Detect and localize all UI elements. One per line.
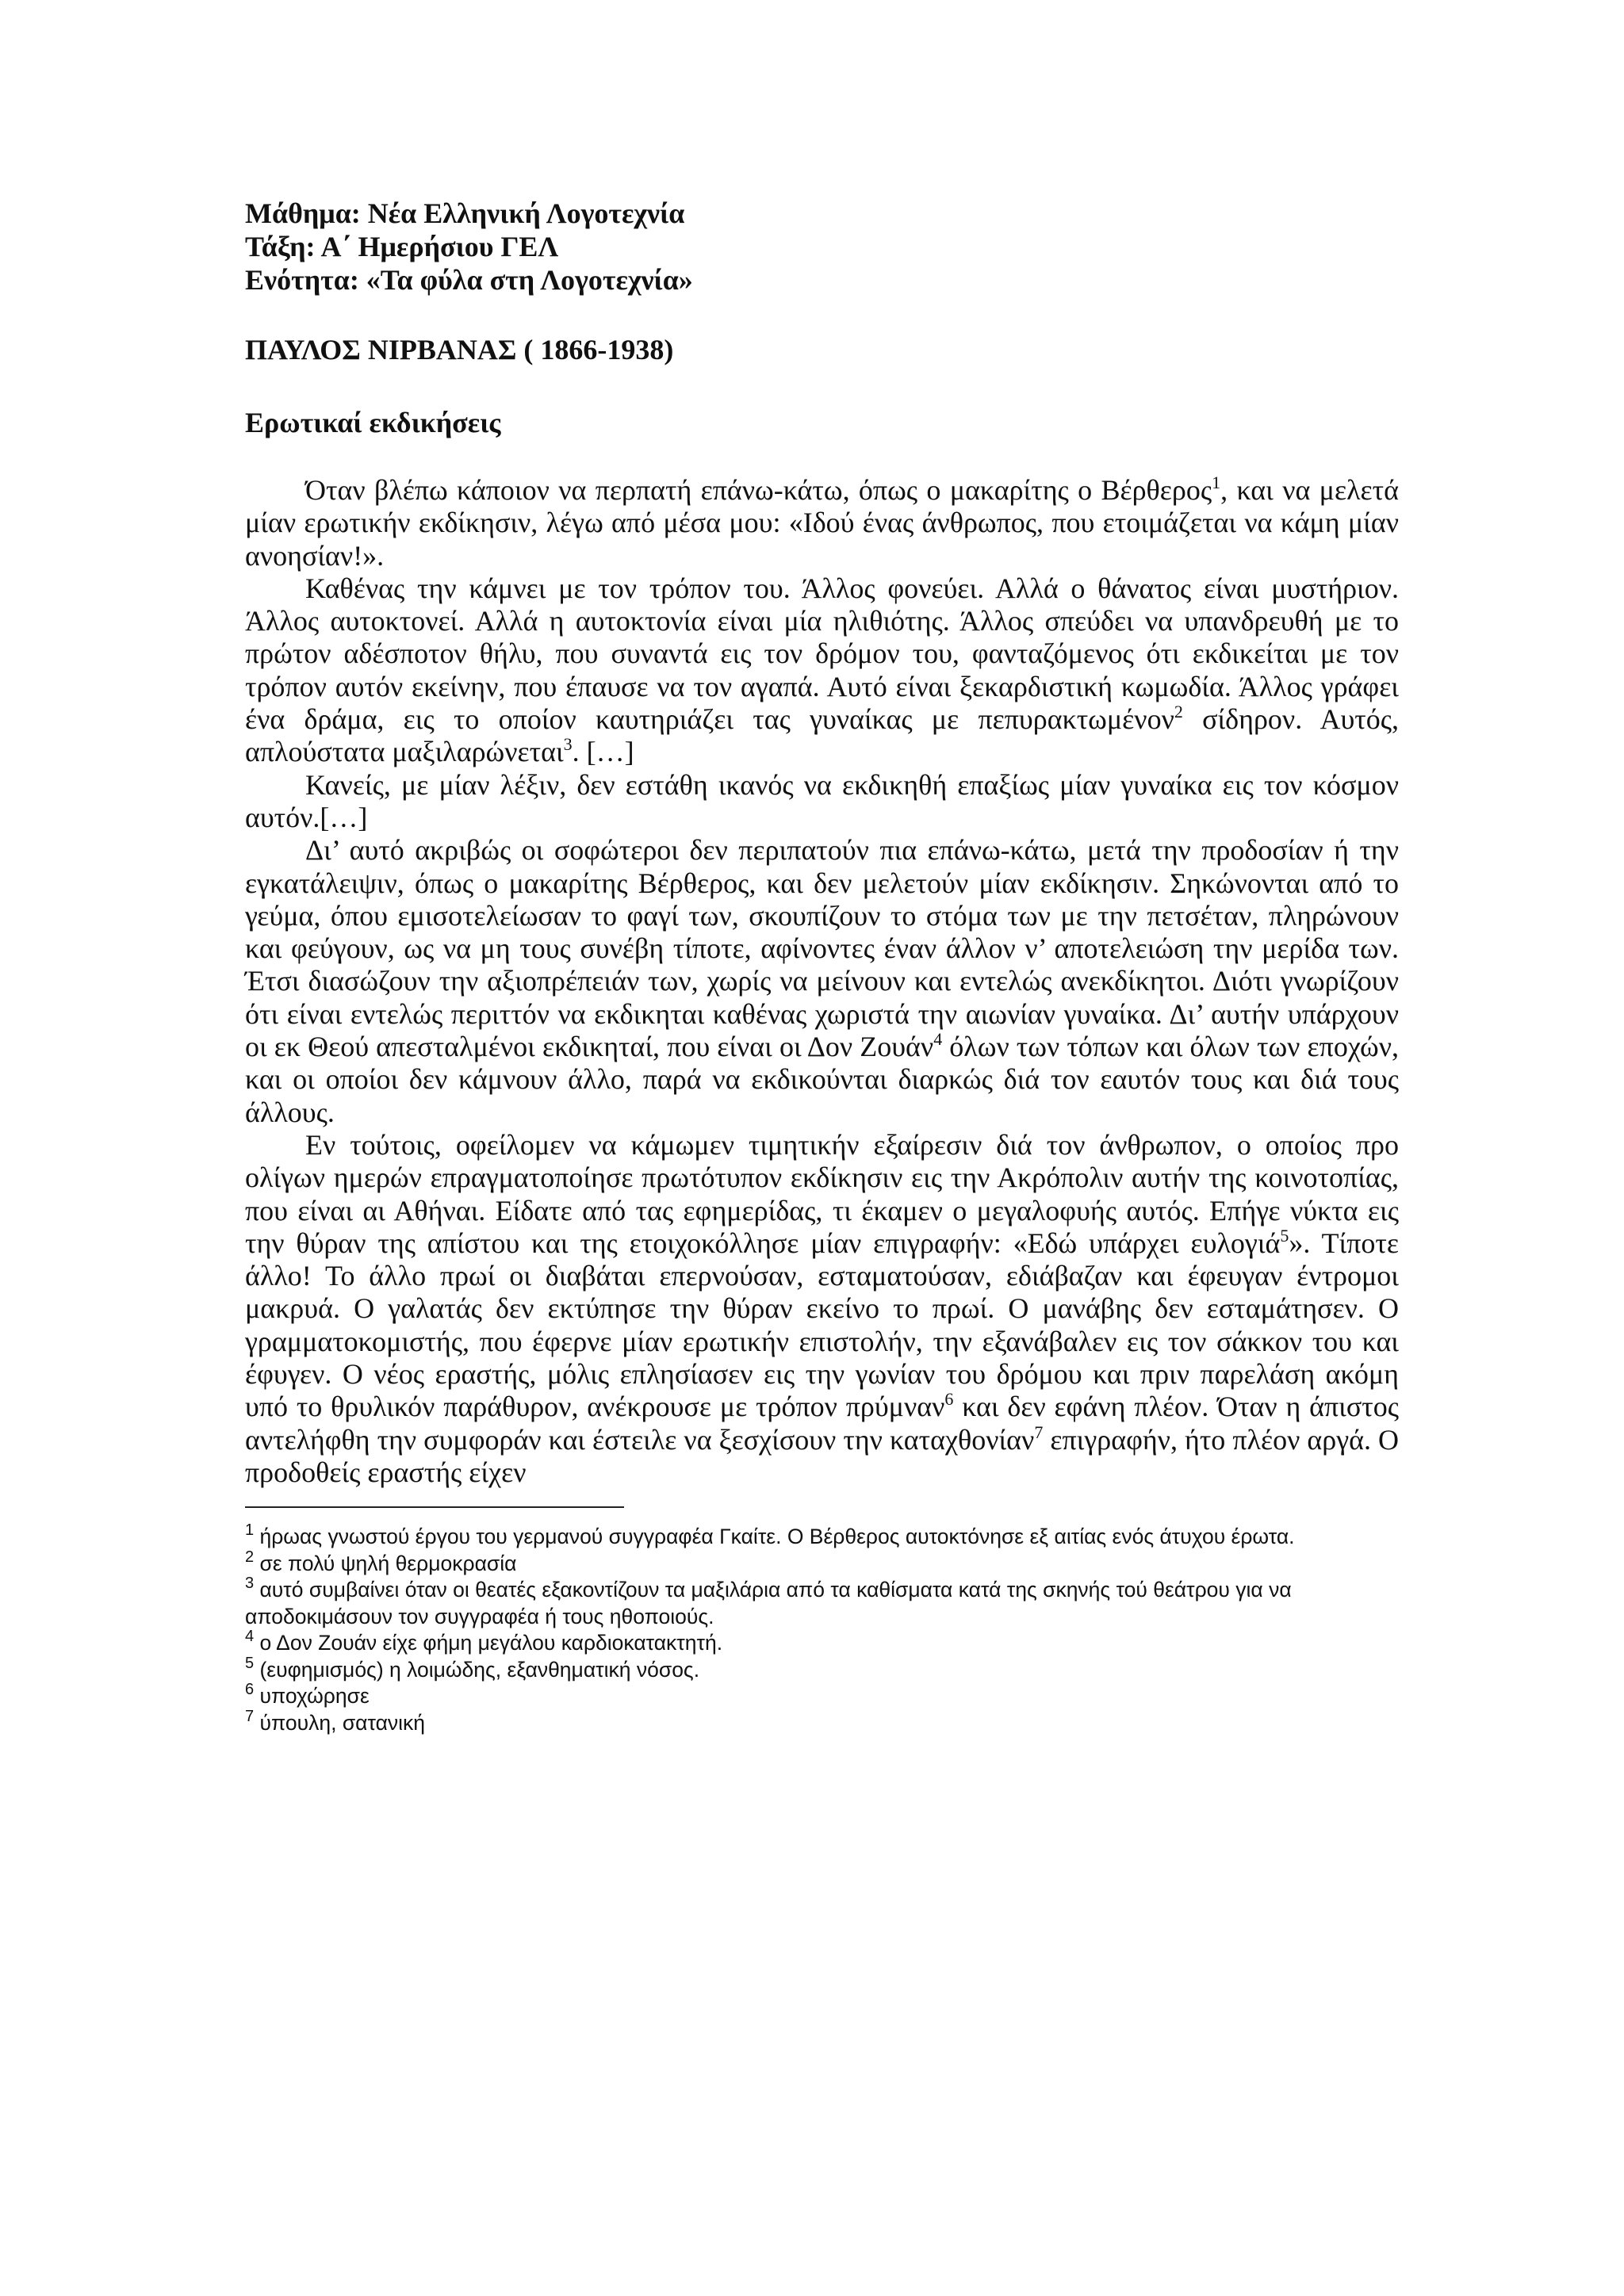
unit-heading: Ενότητα: «Τα φύλα στη Λογοτεχνία» bbox=[245, 264, 693, 296]
body-text bbox=[245, 474, 1399, 1489]
footnote-text: ήρωας γνωστού έργου του γερμανού συγγραφέα Γκαίτε. Ο Βέρθερος αυτοκτόνησε εξ αιτίας ενός άτυχου έρωτα. bbox=[254, 1525, 1295, 1549]
lesson-heading: Μάθημα: Νέα Ελληνική Λογοτεχνία bbox=[245, 197, 685, 229]
paragraph-1-part-2: , και να μελετά μίαν ερωτικήν εκδίκησιν, λέγω από μέσα μου: «Ιδού ένας άνθρωπος, που ετοιμάζεται να κάμη μίαν ανοησίαν!». bbox=[245, 474, 1399, 572]
footnote-ref-5: 5 bbox=[1280, 1225, 1289, 1246]
paragraph-2-part-2: σίδηρον. Αυτός, απλούστατα μαξιλαρώνεται bbox=[245, 703, 1399, 768]
footnote-text: ο Δον Ζουάν είχε φήμη μεγάλου καρδιοκατακτητή. bbox=[254, 1631, 723, 1655]
footnotes bbox=[245, 1521, 1399, 1736]
footnote-number: 6 bbox=[245, 1681, 255, 1699]
footnote-3 bbox=[245, 1577, 1399, 1630]
footnote-4 bbox=[245, 1630, 1399, 1657]
footnote-6 bbox=[245, 1683, 1399, 1710]
footnote-5 bbox=[245, 1654, 1399, 1684]
paragraph-5-part-3: και δεν εφάνη πλέον. Όταν η άπιστος αντελήφθη την συμφοράν και έστειλε να ξεσχίσουν την καταχθονίαν bbox=[245, 1391, 1399, 1456]
paragraph-5-part-1: Εν τούτοις, οφείλομεν να κάμωμεν τιμητικήν εξαίρεσιν διά τον άνθρωπον, ο οποίος προ ολίγων ημερών επραγματοποίησε πρωτότυπον εκδίκησιν εις την Ακρόπολιν αυτήν της κοινοτοπίας, που είναι αι Αθήναι. Είδατε από τας εφημερίδας, τι έκαμεν ο μεγαλοφυής αυτός. Επήγε νύκτα εις την θύραν της απίστου και της ετοιχοκόλλησε μίαν επιγραφήν: «Εδώ υπάρχει ευλογιά bbox=[245, 1128, 1399, 1259]
footnote-number: 3 bbox=[245, 1575, 255, 1593]
footnote-ref-3: 3 bbox=[563, 734, 573, 755]
paragraph-4-part-2: όλων των τόπων και όλων των εποχών, και οι οποίοι δεν κάμνουν άλλο, παρά να εκδικούνται διαρκώς διά τον εαυτόν τους και διά τους άλλους. bbox=[245, 1031, 1399, 1128]
footnote-number: 1 bbox=[245, 1521, 255, 1540]
footnote-number: 4 bbox=[245, 1628, 255, 1646]
document-page bbox=[245, 197, 1399, 1736]
class-heading: Τάξη: Α΄ Ημερήσιου ΓΕΛ bbox=[245, 231, 559, 262]
text-title: Ερωτικαί εκδικήσεις bbox=[245, 407, 501, 438]
footnote-ref-2: 2 bbox=[1174, 702, 1183, 722]
paragraph-1-part-1: Όταν βλέπω κάποιον να περπατή επάνω-κάτω, όπως ο μακαρίτης ο Βέρθερος bbox=[305, 474, 1212, 506]
footnote-text: ύπουλη, σατανική bbox=[254, 1710, 426, 1735]
paragraph-1 bbox=[245, 474, 1399, 572]
footnote-separator bbox=[245, 1506, 624, 1508]
footnote-text: υποχώρησε bbox=[254, 1684, 370, 1709]
paragraph-5 bbox=[245, 1129, 1399, 1489]
footnote-2 bbox=[245, 1548, 1399, 1578]
paragraph-3: Κανείς, με μίαν λέξιν, δεν εστάθη ικανός να εκδικηθή επαξίως μίαν γυναίκα εις τον κόσμον αυτόν.[…] bbox=[245, 768, 1399, 833]
footnote-number: 7 bbox=[245, 1707, 255, 1725]
footnote-1 bbox=[245, 1521, 1399, 1551]
paragraph-2 bbox=[245, 572, 1399, 769]
paragraph-2-part-1: Καθένας την κάμνει με τον τρόπον του. Άλλος φονεύει. Αλλά ο θάνατος είναι μυστήριον. Άλλος αυτοκτονεί. Αλλά η αυτοκτονία είναι μία ηλιθιότης. Άλλος σπεύδει να υπανδρευθή με το πρώτον αδέσποτον θήλυ, που συναντά εις τον δρόμον του, φανταζόμενος ότι εκδικείται με τον τρόπον αυτόν εκείνην, που έπαυσε να τον αγαπά. Αυτό είναι ξεκαρδιστική κωμωδία. Άλλος γράφει ένα δράμα, εις το οποίον καυτηριάζει τας γυναίκας με πεπυρακτωμένον bbox=[245, 572, 1399, 736]
footnote-text: σε πολύ ψηλή θερμοκρασία bbox=[254, 1551, 517, 1575]
paragraph-4 bbox=[245, 834, 1399, 1129]
footnote-7 bbox=[245, 1707, 1399, 1737]
author-heading: ΠΑΥΛΟΣ ΝΙΡΒΑΝΑΣ ( 1866-1938) bbox=[245, 334, 674, 365]
footnote-ref-6: 6 bbox=[944, 1389, 954, 1410]
paragraph-5-part-4: επιγραφήν, ήτο πλέον αργά. Ο προδοθείς εραστής είχεν bbox=[245, 1423, 1400, 1488]
paragraph-5-part-2: ». Τίποτε άλλο! Το άλλο πρωί οι διαβάται επερνούσαν, εσταματούσαν, εδιάβαζαν και έφευγαν έντρομοι μακρυά. Ο γαλατάς δεν εκτύπησε την θύραν εκείνο το πρωί. Ο μανάβης δεν εσταμάτησεν. Ο γραμματοκομιστής, που έφερνε μίαν ερωτικήν επιστολήν, την εξανάβαλεν εις τον σάκκον του και έφυγεν. Ο νέος εραστής, μόλις επλησίασεν εις την γωνίαν του δρόμου και πριν παρελάση ακόμη υπό το θρυλικόν παράθυρον, ανέκρουσε με τρόπον πρύμναν bbox=[245, 1226, 1399, 1423]
footnote-ref-4: 4 bbox=[933, 1029, 943, 1050]
footnote-ref-7: 7 bbox=[1034, 1422, 1044, 1442]
footnote-text: (ευφημισμός) η λοιμώδης, εξανθηματική νόσος. bbox=[254, 1657, 700, 1682]
footnote-number: 5 bbox=[245, 1654, 255, 1672]
paragraph-2-part-3: . […] bbox=[572, 736, 634, 768]
footnote-number: 2 bbox=[245, 1548, 255, 1566]
footnote-ref-1: 1 bbox=[1212, 473, 1221, 492]
footnote-text: αυτό συμβαίνει όταν οι θεατές εξακοντίζουν τα μαξιλάρια από τα καθίσματα κατά της σκηνής τού θεάτρου για να αποδοκιμάσουν τον συγγραφέα ή τους ηθοποιούς. bbox=[245, 1578, 1292, 1628]
paragraph-4-part-1: Δι’ αυτό ακριβώς οι σοφώτεροι δεν περιπατούν πια επάνω-κάτω, μετά την προδοσίαν ή την εγκατάλειψιν, όπως ο μακαρίτης Βέρθερος, και δεν μελετούν μίαν εκδίκησιν. Σηκώνονται από το γεύμα, όπου εμισοτελείωσαν το φαγί των, σκουπίζουν το στόμα των με την πετσέταν, πληρώνουν και φεύγουν, ως να μη τους συνέβη τίποτε, αφίνοντες έναν άλλον ν’ αποτελειώση την μερίδα των. Έτσι διασώζουν την αξιοπρέπειάν των, χωρίς να μείνουν και εντελώς ανεκδίκητοι. Διότι γνωρίζουν ότι είναι εντελώς περιττόν να εκδικηται καθένας χωριστά την αιωνίαν γυναίκα. Δι’ αυτήν υπάρχουν οι εκ Θεού απεσταλμένοι εκδικηταί, που είναι οι Δον Ζουάν bbox=[245, 834, 1399, 1063]
